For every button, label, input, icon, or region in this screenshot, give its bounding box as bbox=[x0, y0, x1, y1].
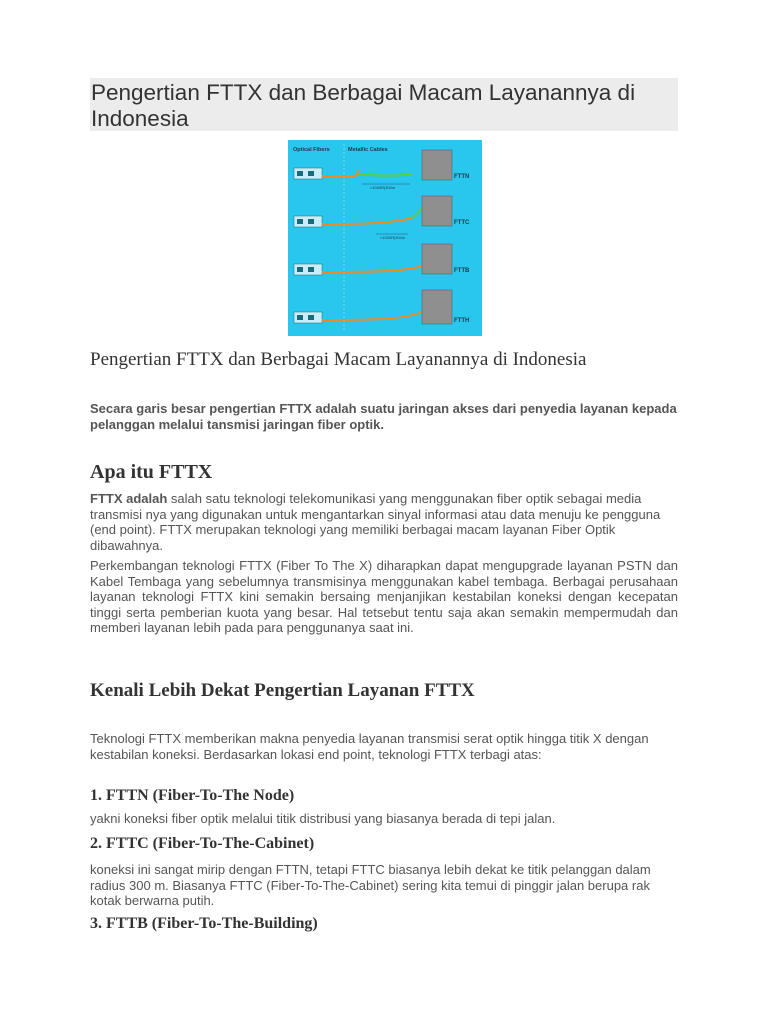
term-fttx: FTTX adalah bbox=[90, 491, 168, 506]
building bbox=[422, 244, 452, 274]
row-label: FTTN bbox=[454, 174, 470, 180]
olt-port bbox=[308, 315, 314, 320]
row-label: FTTC bbox=[454, 220, 470, 226]
olt-port bbox=[308, 171, 314, 176]
row-label: FTTH bbox=[454, 318, 470, 324]
paragraph-apa-2: Perkembangan teknologi FTTX (Fiber To The X) diharapkan dapat mengupgrade layanan PSTN dan Kabel Tembaga yang sebelumnya transmisinya menggunakan kabel tembaga. Berbagai perusahaan layanan teknologi FTTX kini semakin bersaing menjanjikan kestabilan koneksi dengan kecepatan tinggi serta pemberian kuota yang besar. Hal tetsebut tentu saja akan semakin mempermudah dan memberi layanan lebih pada para penggunanya saat ini. bbox=[90, 558, 678, 635]
label-metallic-cables: Metallic Cables bbox=[348, 147, 388, 153]
olt-port bbox=[297, 267, 303, 272]
list-heading-fttn: 1. FTTN (Fiber-To-The Node) bbox=[90, 787, 295, 804]
distance-label: <1000R|300m bbox=[380, 235, 406, 240]
olt-port bbox=[297, 219, 303, 224]
olt-port bbox=[297, 315, 303, 320]
list-heading-fttb: 3. FTTB (Fiber-To-The-Building) bbox=[90, 915, 318, 932]
olt-port bbox=[308, 219, 314, 224]
olt-port bbox=[297, 171, 303, 176]
list-heading-fttc: 2. FTTC (Fiber-To-The-Cabinet) bbox=[90, 835, 315, 852]
list-text-fttc: koneksi ini sangat mirip dengan FTTN, tetapi FTTC biasanya lebih dekat ke titik pelanggan dalam radius 300 m. Biasanya FTTC (Fiber-To-The-Cabinet) sering kita temui di pinggir jalan berupa rak kotak berwarna putih. bbox=[90, 862, 651, 908]
paragraph-apa-1 bbox=[90, 491, 678, 553]
section-heading-kenali: Kenali Lebih Dekat Pengertian Layanan FTTX bbox=[90, 680, 475, 701]
section-heading-apa: Apa itu FTTX bbox=[90, 461, 213, 483]
list-text-fttn: yakni koneksi fiber optik melalui titik distribusi yang biasanya berada di tepi jalan. bbox=[90, 811, 556, 826]
building bbox=[422, 150, 452, 180]
label-optical-fibers: Optical Fibers bbox=[293, 147, 330, 153]
olt-port bbox=[308, 267, 314, 272]
article-title-bar bbox=[90, 78, 678, 131]
article-subtitle: Pengertian FTTX dan Berbagai Macam Layanannya di Indonesia bbox=[90, 349, 587, 370]
building bbox=[422, 196, 452, 226]
paragraph-kenali-1: Teknologi FTTX memberikan makna penyedia layanan transmisi serat optik hingga titik X dengan kestabilan koneksi. Berdasarkan lokasi end point, teknologi FTTX terbagi atas: bbox=[90, 731, 649, 762]
article-title: Pengertian FTTX dan Berbagai Macam Layanannya di Indonesia bbox=[91, 80, 636, 131]
fttx-diagram bbox=[288, 140, 482, 336]
distance-label: >1000R|300m bbox=[370, 185, 396, 190]
row-label: FTTB bbox=[454, 268, 470, 274]
paragraph-apa-1-text: salah satu teknologi telekomunikasi yang menggunakan fiber optik sebagai media transmisi nya yang digunakan untuk mengantarkan sinyal informasi atau data menuju ke pengguna (end point). FTTX merupakan teknologi yang memiliki berbagai macam layanan Fiber Optik dibawahnya. bbox=[90, 491, 661, 553]
intro-paragraph: Secara garis besar pengertian FTTX adalah suatu jaringan akses dari penyedia layanan kepada pelanggan melalui tansmisi jaringan fiber optik. bbox=[90, 401, 677, 432]
building bbox=[422, 290, 452, 324]
